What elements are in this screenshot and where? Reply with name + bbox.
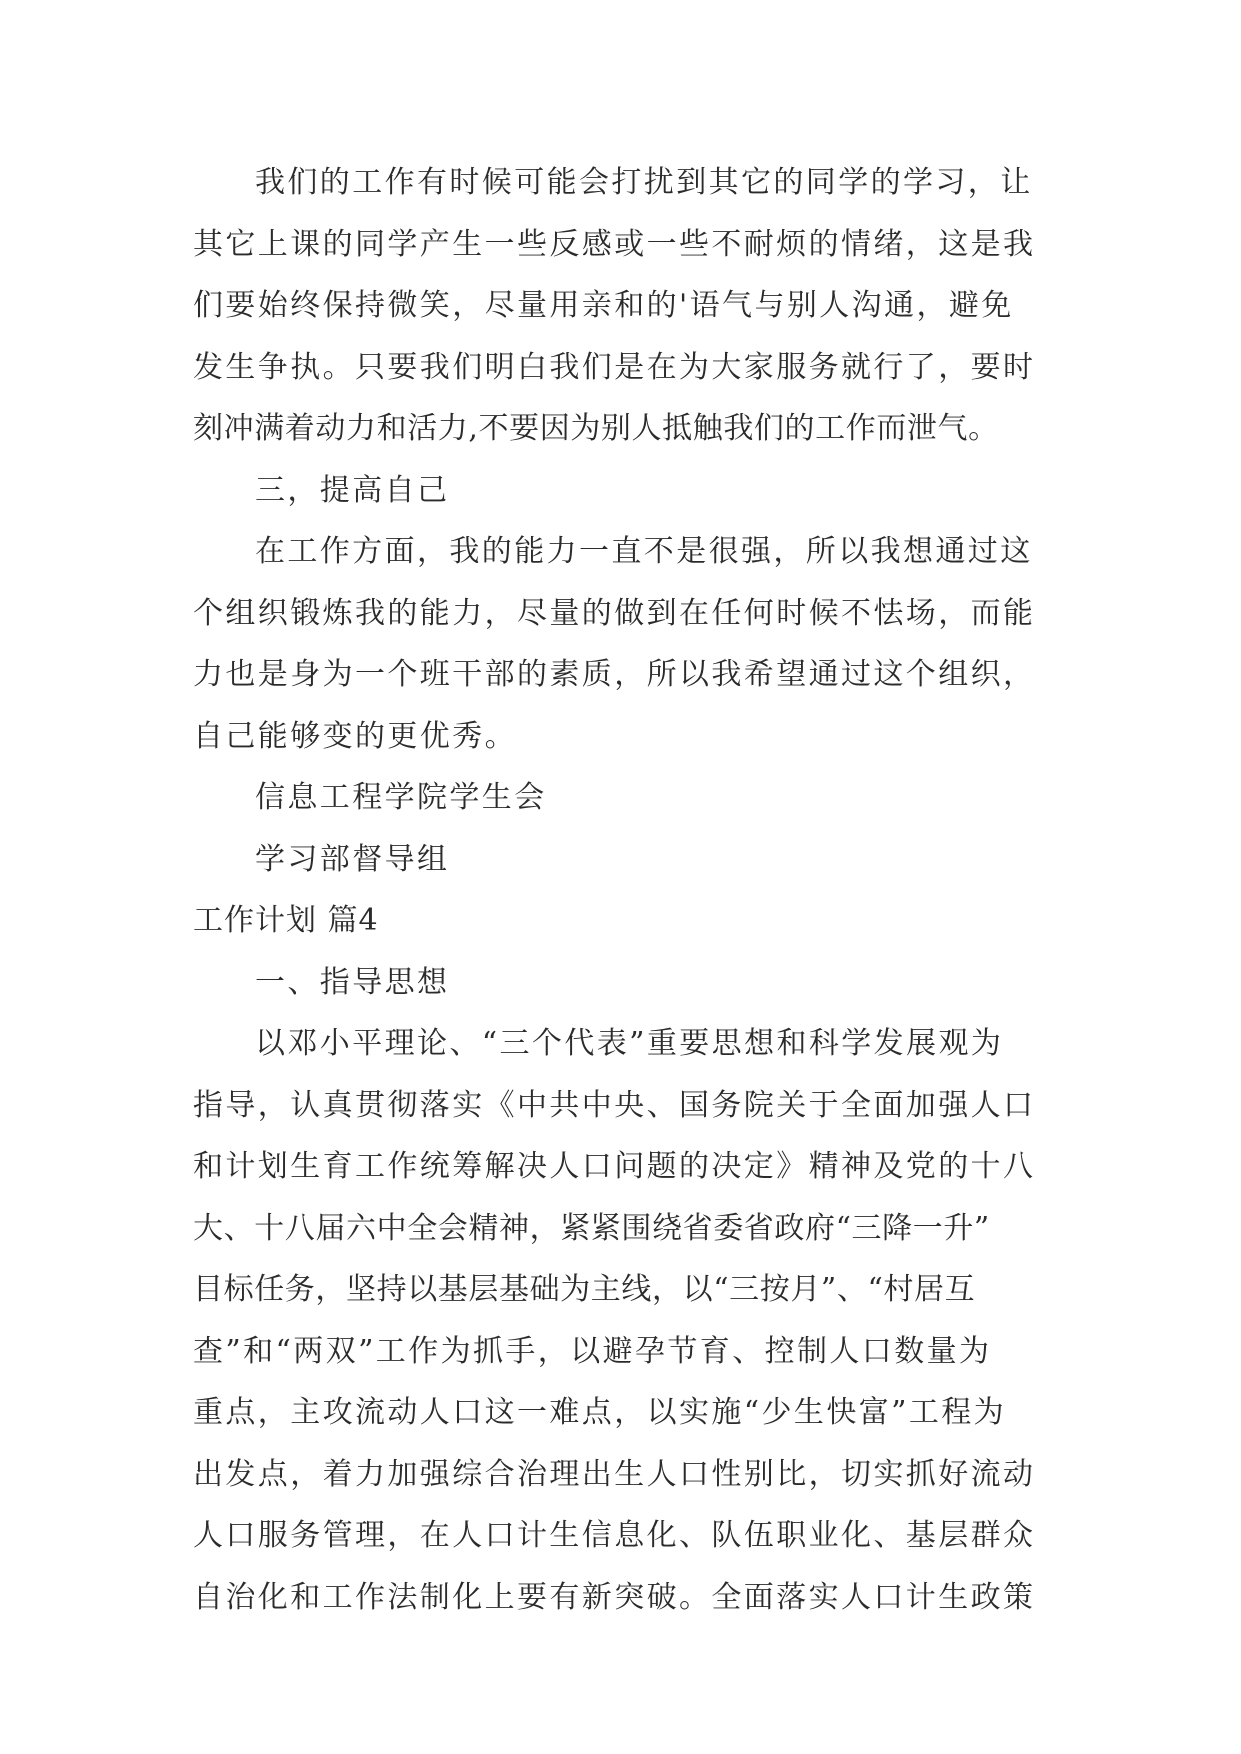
paragraph-line: 发生争执。只要我们明白我们是在为大家服务就行了，要时 [193, 349, 1036, 385]
paragraph-line: 和计划生育工作统筹解决人口问题的决定》精神及党的十八 [193, 1149, 1036, 1184]
section-heading: 一、指导思想 [255, 964, 450, 1000]
paragraph-line: 个组织锻炼我的能力，尽量的做到在任何时候不怯场，而能 [193, 595, 1036, 631]
paragraph-line: 我们的工作有时候可能会打扰到其它的同学的学习，让 [255, 165, 1033, 200]
paragraph-line: 在工作方面，我的能力一直不是很强，所以我想通过这 [255, 534, 1033, 569]
paragraph-line: 力也是身为一个班干部的素质，所以我希望通过这个组织， [193, 657, 1036, 692]
paragraph-line: 目标任务，坚持以基层基础为主线，以“三按月”、“村居互 [193, 1272, 976, 1307]
document-section-title: 工作计划 篇4 [193, 903, 379, 938]
section-heading: 三，提高自己 [255, 472, 450, 508]
paragraph-line: 自治化和工作法制化上要有新突破。全面落实人口计生政策 [193, 1579, 1036, 1615]
paragraph-line: 出发点，着力加强综合治理出生人口性别比，切实抓好流动 [193, 1456, 1036, 1492]
paragraph-line: 以邓小平理论、“三个代表”重要思想和科学发展观为 [255, 1026, 1004, 1061]
paragraph-line: 人口服务管理，在人口计生信息化、队伍职业化、基层群众 [193, 1518, 1036, 1553]
paragraph-line: 自己能够变的更优秀。 [193, 718, 517, 754]
paragraph-line: 指导，认真贯彻落实《中共中央、国务院关于全面加强人口 [193, 1087, 1036, 1123]
paragraph-line: 重点，主攻流动人口这一难点，以实施“少生快富”工程为 [193, 1395, 1007, 1430]
signature-organization: 信息工程学院学生会 [255, 780, 547, 815]
paragraph-line: 们要始终保持微笑，尽量用亲和的'语气与别人沟通，避免 [193, 288, 1014, 323]
paragraph-line: 其它上课的同学产生一些反感或一些不耐烦的情绪，这是我 [193, 226, 1036, 262]
paragraph-line: 刻冲满着动力和活力,不要因为别人抵触我们的工作而泄气。 [193, 411, 999, 446]
paragraph-line: 大、十八届六中全会精神，紧紧围绕省委省政府“三降一升” [193, 1210, 990, 1246]
paragraph-line: 查”和“两双”工作为抓手，以避孕节育、控制人口数量为 [193, 1333, 992, 1369]
document-body [193, 152, 1093, 1628]
signature-group: 学习部督导组 [255, 841, 450, 877]
